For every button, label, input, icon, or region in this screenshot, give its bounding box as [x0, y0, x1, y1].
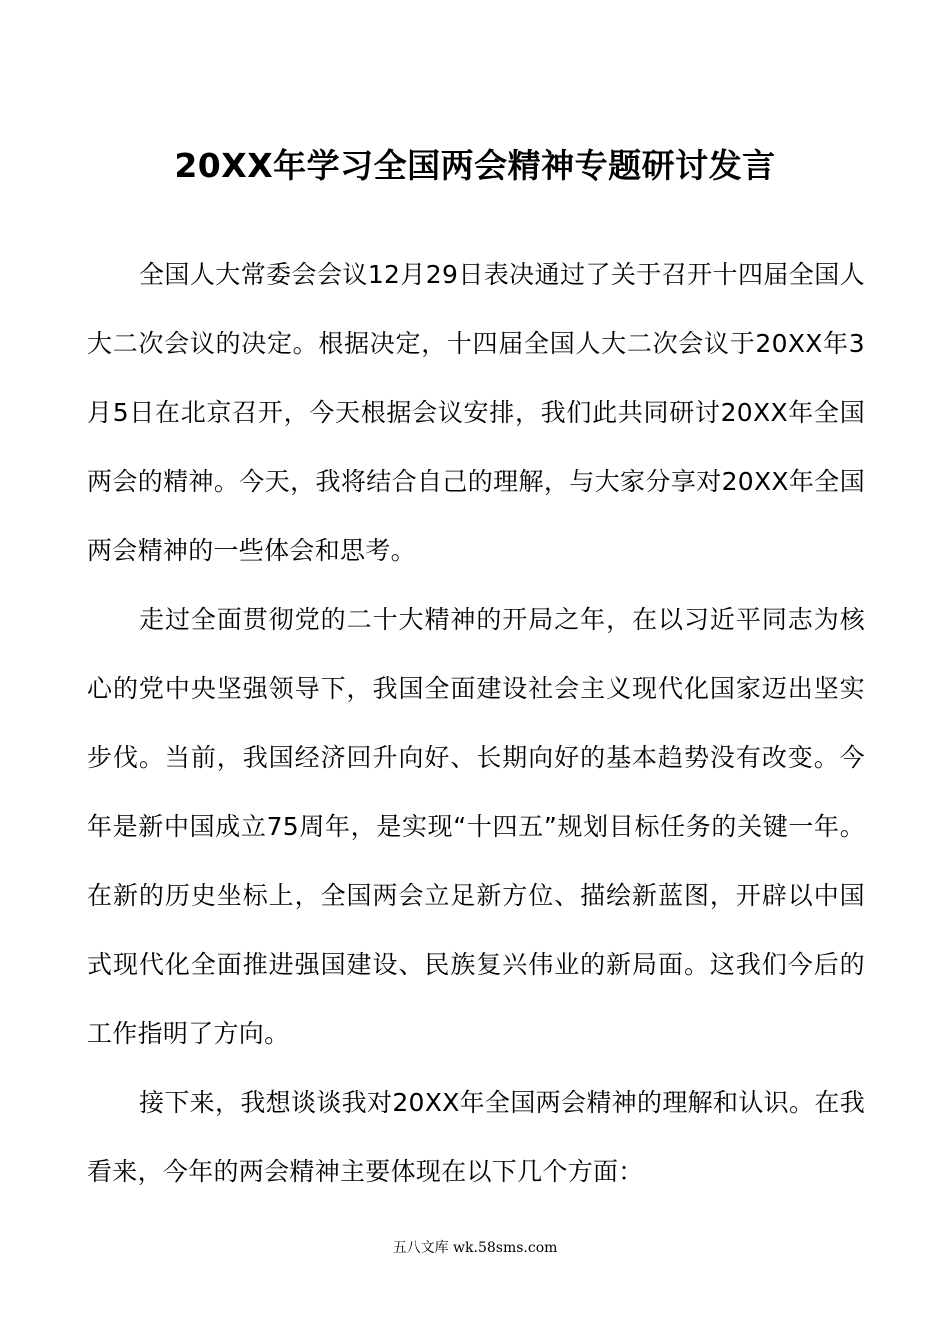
paragraph-3: 接下来，我想谈谈我对20XX年全国两会精神的理解和认识。在我看来，今年的两会精神主要体现在以下几个方面： [87, 1088, 865, 1186]
document-body [87, 240, 865, 1206]
document-title: 20XX年学习全国两会精神专题研讨发言 [174, 146, 776, 185]
page-footer-watermark: 五八文库 wk.58sms.com [392, 1240, 558, 1256]
paragraph-1: 全国人大常委会会议12月29日表决通过了关于召开十四届全国人大二次会议的决定。根据决定，十四届全国人大二次会议于20XX年3月5日在北京召开，今天根据会议安排，我们此共同研讨20XX年全国两会的精神。今天，我将结合自己的理解，与大家分享对20XX年全国两会精神的一些体会和思考。 [87, 260, 865, 565]
paragraph-2: 走过全面贯彻党的二十大精神的开局之年，在以习近平同志为核心的党中央坚强领导下，我国全面建设社会主义现代化国家迈出坚实步伐。当前，我国经济回升向好、长期向好的基本趋势没有改变。今年是新中国成立75周年，是实现“十四五”规划目标任务的关键一年。在新的历史坐标上，全国两会立足新方位、描绘新蓝图，开辟以中国式现代化全面推进强国建设、民族复兴伟业的新局面。这我们今后的工作指明了方向。 [87, 605, 865, 1048]
